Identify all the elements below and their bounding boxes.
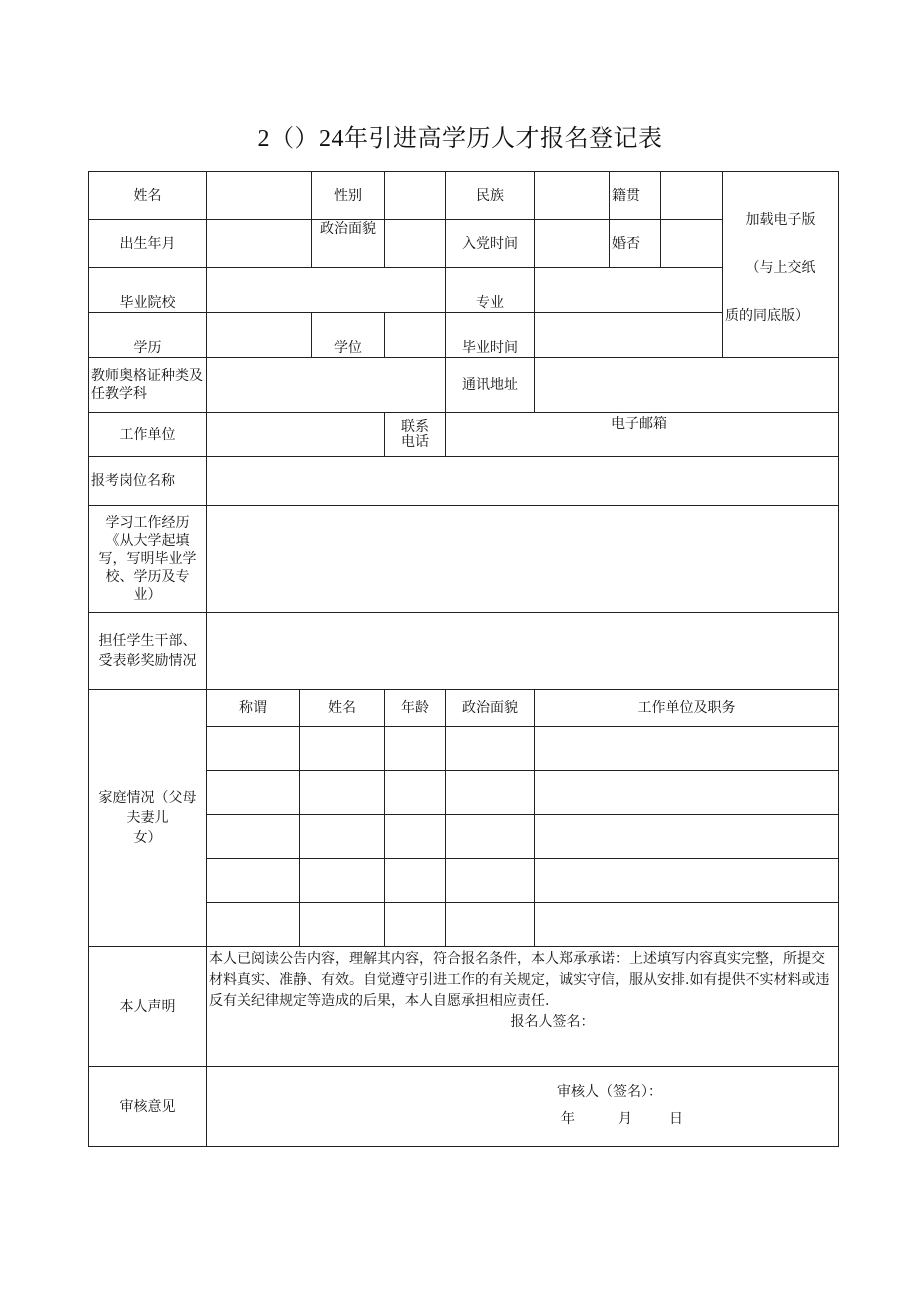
label-grad-time: 毕业时间: [446, 313, 535, 358]
review-cell[interactable]: [207, 1067, 839, 1147]
label-awards-line1: 担任学生干部、: [98, 633, 197, 649]
label-birth: 出生年月: [89, 220, 207, 268]
reviewer-signature-label: 审核人（签名）：: [557, 1084, 662, 1100]
label-email: 电子邮箱: [611, 416, 667, 432]
label-name: 姓名: [89, 172, 207, 220]
degree-field[interactable]: [385, 313, 446, 358]
label-family-line3: 女）: [133, 830, 162, 846]
label-family: [89, 690, 207, 947]
name-field[interactable]: [207, 172, 312, 220]
family-political-cell[interactable]: [446, 771, 535, 815]
label-contact-phone: [385, 413, 446, 457]
label-political: 政治面貌: [312, 220, 385, 268]
declaration-cell: [207, 947, 839, 1067]
family-age-cell[interactable]: [385, 903, 446, 947]
family-work-cell[interactable]: [535, 815, 839, 859]
review-date: [561, 1110, 683, 1128]
family-name-cell[interactable]: [300, 815, 385, 859]
work-unit-field[interactable]: [207, 413, 385, 457]
label-family-line2: 夫妻儿: [126, 810, 169, 826]
address-field[interactable]: [535, 358, 839, 413]
school-field[interactable]: [207, 268, 446, 313]
label-work-unit: 工作单位: [89, 413, 207, 457]
family-name-cell[interactable]: [300, 859, 385, 903]
label-party-join: 入党时间: [446, 220, 535, 268]
family-name-cell[interactable]: [300, 771, 385, 815]
label-marital: 婚否: [610, 220, 661, 268]
family-header-age: 年龄: [385, 690, 446, 727]
label-experience-line3: 写，写明毕业学: [98, 551, 197, 567]
photo-note-line3: 质的同底版）: [725, 308, 809, 324]
gender-field[interactable]: [385, 172, 446, 220]
grad-time-field[interactable]: [535, 313, 723, 358]
family-age-cell[interactable]: [385, 771, 446, 815]
family-relation-cell[interactable]: [207, 771, 300, 815]
family-work-cell[interactable]: [535, 903, 839, 947]
family-work-cell[interactable]: [535, 727, 839, 771]
family-header-work: 工作单位及职务: [535, 690, 839, 727]
label-native-place: 籍贯: [610, 172, 661, 220]
family-header-relation: 称谓: [207, 690, 300, 727]
birth-field[interactable]: [207, 220, 312, 268]
family-work-cell[interactable]: [535, 859, 839, 903]
position-field[interactable]: [207, 457, 839, 506]
label-experience-line4: 校、学历及专: [105, 569, 190, 585]
label-address: 通讯地址: [446, 358, 535, 413]
family-political-cell[interactable]: [446, 727, 535, 771]
political-field[interactable]: [385, 220, 446, 268]
label-contact-phone-line2: 电话: [401, 433, 429, 450]
label-teacher-cert: 教师奥格证种类及任教学科: [89, 358, 207, 413]
family-name-cell[interactable]: [300, 727, 385, 771]
family-relation-cell[interactable]: [207, 815, 300, 859]
family-header-name: 姓名: [300, 690, 385, 727]
party-join-field[interactable]: [535, 220, 610, 268]
label-school: 毕业院校: [89, 268, 207, 313]
email-cell[interactable]: [446, 413, 839, 457]
label-contact-phone-line1: 联系: [401, 418, 429, 435]
family-name-cell[interactable]: [300, 903, 385, 947]
ethnicity-field[interactable]: [535, 172, 610, 220]
experience-field[interactable]: [207, 506, 839, 613]
review-day-label: 日: [669, 1111, 683, 1127]
family-age-cell[interactable]: [385, 815, 446, 859]
label-major: 专业: [446, 268, 535, 313]
family-work-cell[interactable]: [535, 771, 839, 815]
label-review: 审核意见: [89, 1067, 207, 1147]
family-age-cell[interactable]: [385, 727, 446, 771]
label-family-line1: 家庭情况（父母: [98, 790, 197, 806]
awards-field[interactable]: [207, 613, 839, 690]
family-header-political: 政治面貌: [446, 690, 535, 727]
label-experience: [89, 506, 207, 613]
label-experience-line5: 业）: [133, 587, 162, 603]
label-experience-line2: 《从大学起填: [105, 533, 190, 549]
label-awards-line2: 受表彰奖励情况: [98, 653, 197, 669]
registration-form-table: [88, 171, 839, 1147]
label-gender: 性别: [312, 172, 385, 220]
label-education: 学历: [89, 313, 207, 358]
photo-area[interactable]: [723, 172, 839, 358]
family-political-cell[interactable]: [446, 903, 535, 947]
label-position: 报考岗位名称: [89, 457, 207, 506]
signature-label: 报名人签名：: [510, 1014, 595, 1030]
family-relation-cell[interactable]: [207, 859, 300, 903]
native-place-field[interactable]: [661, 172, 723, 220]
major-field[interactable]: [535, 268, 723, 313]
marital-field[interactable]: [661, 220, 723, 268]
declaration-text: 本人已阅读公告内容，理解其内容，符合报名条件，本人郑承承诺：上述填写内容真实完整，所提交材料真实、准静、有效。自觉遵守引进工作的有关规定，诚实守信，服从安排.如有提供不实材料或违反有关纪律规定等造成的后果，本人自愿承担相应责任.: [209, 951, 830, 1009]
form-title: 2（）24年引进高学历人才报名登记表: [257, 124, 663, 152]
photo-note-line2: （与上交纸: [745, 260, 816, 276]
teacher-cert-field[interactable]: [207, 358, 446, 413]
review-month-label: 月: [618, 1111, 632, 1127]
family-political-cell[interactable]: [446, 815, 535, 859]
family-political-cell[interactable]: [446, 859, 535, 903]
review-year-label: 年: [561, 1111, 575, 1127]
family-relation-cell[interactable]: [207, 727, 300, 771]
label-experience-line1: 学习工作经历: [105, 515, 190, 531]
family-relation-cell[interactable]: [207, 903, 300, 947]
label-ethnicity: 民族: [446, 172, 535, 220]
label-declaration: 本人声明: [89, 947, 207, 1067]
label-degree: 学位: [312, 313, 385, 358]
photo-note-line1: 加载电子版: [745, 212, 816, 228]
education-field[interactable]: [207, 313, 312, 358]
family-age-cell[interactable]: [385, 859, 446, 903]
label-awards: [89, 613, 207, 690]
